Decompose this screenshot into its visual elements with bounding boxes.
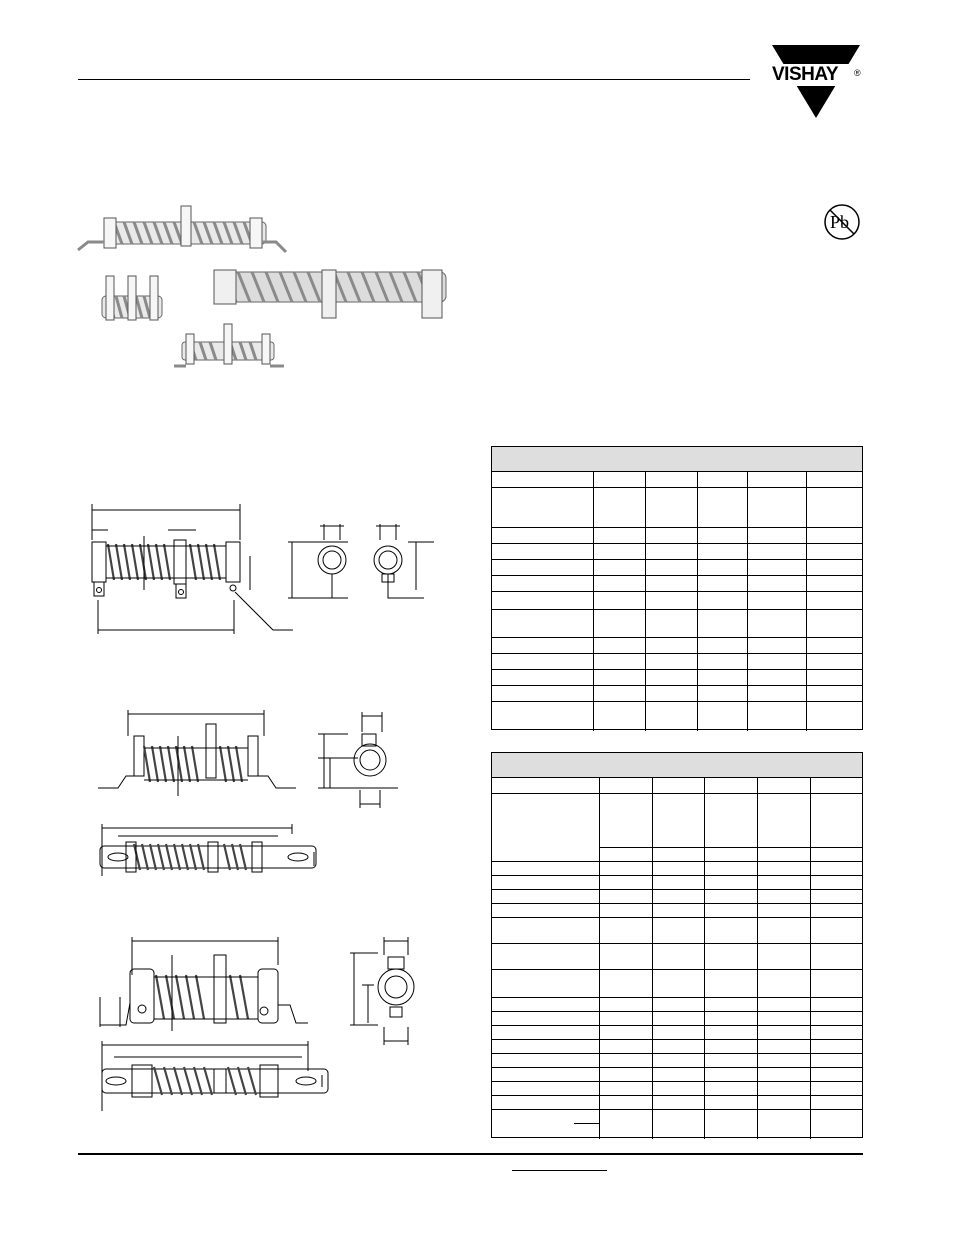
table-row xyxy=(492,1067,862,1082)
table-row xyxy=(492,889,862,904)
table-row xyxy=(492,969,862,998)
spec-table-2-header xyxy=(492,753,862,778)
dimension-drawing-1 xyxy=(78,500,450,640)
dimension-drawing-2 xyxy=(78,706,450,888)
brand-name: VISHAY xyxy=(772,64,838,85)
table-row xyxy=(492,1039,862,1054)
spec-table-1 xyxy=(491,446,863,730)
table-row xyxy=(492,875,862,890)
table-row xyxy=(492,1095,862,1110)
table-row xyxy=(492,917,862,944)
table-row xyxy=(574,1123,599,1124)
spec-table-2 xyxy=(491,752,863,1138)
table-row xyxy=(492,793,862,821)
spec-table-1-header xyxy=(492,447,862,472)
table-row xyxy=(492,1025,862,1040)
table-row xyxy=(492,1011,862,1026)
table-row xyxy=(599,819,862,848)
dimension-drawing-3 xyxy=(78,935,450,1113)
table-row xyxy=(492,1081,862,1096)
table-row xyxy=(492,1053,862,1068)
table-row xyxy=(492,777,862,794)
product-photos xyxy=(78,200,450,370)
footer-rule xyxy=(78,1153,863,1155)
table-row xyxy=(492,943,862,970)
header-rule xyxy=(78,79,750,80)
table-row xyxy=(492,903,862,918)
lead-free-label: Pb xyxy=(830,212,850,232)
lead-free-symbol xyxy=(823,203,861,241)
table-row xyxy=(492,861,862,876)
table-row xyxy=(492,997,862,1012)
footer-link-underline xyxy=(512,1170,607,1171)
registered-mark: ® xyxy=(854,68,861,78)
vishay-logo xyxy=(766,42,866,122)
table-row xyxy=(492,847,862,862)
